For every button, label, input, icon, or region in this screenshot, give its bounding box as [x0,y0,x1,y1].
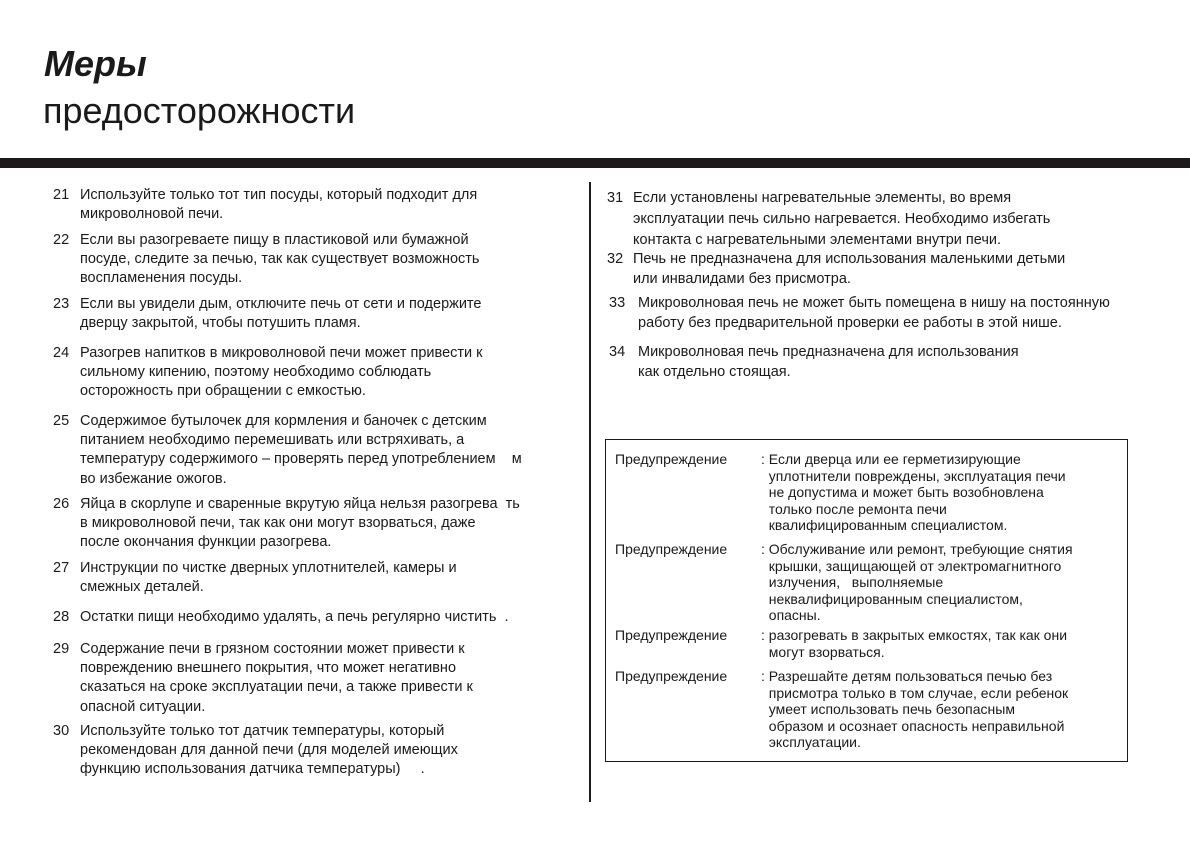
item-number: 26 [53,496,70,512]
warning-box [605,439,1128,762]
item-text: Используйте только тот датчик температуры, который рекомендован для данной печи (для моделей имеющих функцию использования датчика температуры) . [80,723,458,778]
item-text: Яйца в скорлупе и сваренные вкрутую яйца нельзя разогрева ть в микроволновой печи, так как они могут взорваться, даже после окончания функции разогрева. [80,496,520,551]
item-number: 21 [53,187,70,203]
item-number: 25 [53,413,70,429]
warning-text: : Разрешайте детям пользоваться печью без присмотра только в том случае, если ребенок умеет использовать печь безопасным образом и осознает опасность неправильной эксплуатации. [761,668,1069,750]
item-number: 27 [53,560,70,576]
warning-text: : разогревать в закрытых емкостях, так как они могут взорваться. [761,627,1068,660]
item-number: 31 [607,190,624,206]
item-text: Если установлены нагревательные элементы, во время эксплуатации печь сильно нагревается. Необходимо избегать контакта с нагревательными элементами внутри печи. [633,190,1051,248]
warning-item [615,541,1073,623]
list-item [53,344,483,402]
page-title-line2: предосторожности [43,90,356,131]
warning-item [615,668,1069,750]
item-number: 32 [607,251,624,267]
item-text: Содержание печи в грязном состоянии может привести к повреждению внешнего покрытия, что может негативно сказаться на сроке эксплуатации печи, а также привести к опасной ситуации. [80,641,473,715]
warning-label: Предупреждение [615,541,728,557]
list-item [53,412,522,487]
item-number: 28 [53,609,70,625]
item-number: 22 [53,232,70,248]
warning-item [615,451,1066,533]
item-number: 34 [609,344,626,360]
item-text: Если вы увидели дым, отключите печь от сети и подержите дверцу закрытой, чтобы потушить пламя. [80,296,482,332]
header-rule [0,158,1190,168]
item-text: Остатки пищи необходимо удалять, а печь регулярно чистить . [80,609,509,625]
list-item [53,640,473,715]
item-text: Используйте только тот тип посуды, который подходит для микроволновой печи. [80,187,478,223]
list-item [53,495,520,553]
item-text: Разогрев напитков в микроволновой печи может привести к сильному кипению, поэтому необходимо соблюдать осторожность при обращении с емкостью. [80,345,483,400]
item-number: 24 [53,345,70,361]
item-text: Микроволновая печь не может быть помещена в нишу на постоянную работу без предварительной проверки ее работы в этой нише. [638,295,1110,331]
warning-label: Предупреждение [615,451,728,467]
column-divider [589,182,591,802]
warning-text: : Если дверца или ее герметизирующие уплотнители повреждены, эксплуатация печи не допустима и может быть возобновлена только после ремонта печи квалифицированным специалистом. [761,451,1066,533]
item-text: Печь не предназначена для использования маленькими детьми или инвалидами без присмотра. [633,251,1066,287]
list-item [53,231,480,289]
item-text: Инструкции по чистке дверных уплотнителей, камеры и смежных деталей. [80,560,457,596]
list-item [53,722,458,780]
warning-text: : Обслуживание или ремонт, требующие снятия крышки, защищающей от электромагнитного излучения, выполняемые неквалифицированным специалистом, опасны. [761,541,1073,623]
item-text: Микроволновая печь предназначена для использования как отдельно стоящая. [638,344,1019,380]
item-number: 29 [53,641,70,657]
item-text: Содержимое бутылочек для кормления и баночек с детским питанием необходимо перемешивать или встряхивать, а температуру содержимого – проверять перед употреблением м во избежание ожогов. [80,413,522,487]
warning-label: Предупреждение [615,668,728,684]
item-number: 30 [53,723,70,739]
item-number: 33 [609,295,626,311]
item-text: Если вы разогреваете пищу в пластиковой или бумажной посуде, следите за печью, так как существует возможность воспламенения посуды. [80,232,480,287]
page-title-line1: Меры [44,43,147,84]
list-item [609,343,1019,402]
item-number: 23 [53,296,70,312]
list-item [607,188,1051,251]
warning-label: Предупреждение [615,627,728,643]
